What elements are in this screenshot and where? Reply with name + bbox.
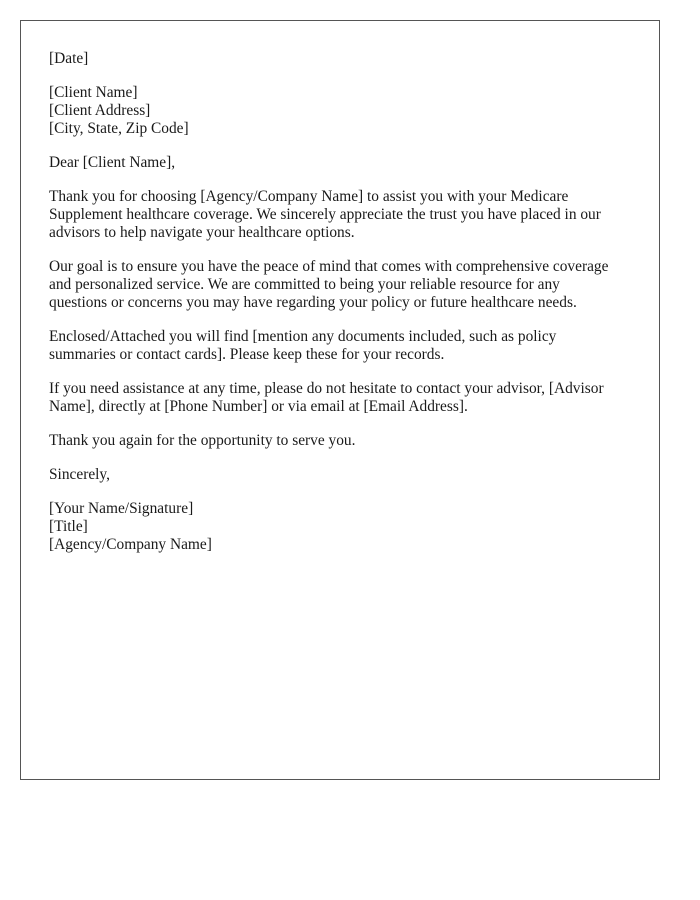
signature-block xyxy=(49,500,639,554)
paragraph-line: Thank you again for the opportunity to serve you. xyxy=(49,432,356,449)
letter-date xyxy=(49,50,639,68)
paragraph-line: Name], directly at [Phone Number] or via email at [Email Address]. xyxy=(49,398,468,415)
paragraph-thank-you xyxy=(49,188,639,242)
paragraph-line: Supplement healthcare coverage. We sincerely appreciate the trust you have placed in our xyxy=(49,206,601,223)
paragraph-line: If you need assistance at any time, please do not hesitate to contact your advisor, [Advisor xyxy=(49,380,604,397)
salutation-line: Dear [Client Name], xyxy=(49,154,176,171)
client-city-state-zip-line: [City, State, Zip Code] xyxy=(49,120,189,137)
paragraph-contact xyxy=(49,380,639,416)
signature-company-line: [Agency/Company Name] xyxy=(49,536,212,553)
letter-page xyxy=(20,20,660,780)
closing xyxy=(49,466,639,484)
paragraph-line: Enclosed/Attached you will find [mention any documents included, such as policy xyxy=(49,328,557,345)
client-address-block xyxy=(49,84,639,138)
client-name-line: [Client Name] xyxy=(49,84,138,101)
salutation xyxy=(49,154,639,172)
paragraph-line: Thank you for choosing [Agency/Company Name] to assist you with your Medicare xyxy=(49,188,569,205)
paragraph-line: summaries or contact cards]. Please keep these for your records. xyxy=(49,346,445,363)
paragraph-thanks-again xyxy=(49,432,639,450)
paragraph-line: questions or concerns you may have regarding your policy or future healthcare needs. xyxy=(49,294,577,311)
paragraph-goal xyxy=(49,258,639,312)
date-line: [Date] xyxy=(49,50,89,67)
letter-body xyxy=(49,50,639,570)
paragraph-line: and personalized service. We are committed to being your reliable resource for any xyxy=(49,276,560,293)
client-address-line: [Client Address] xyxy=(49,102,151,119)
paragraph-line: Our goal is to ensure you have the peace of mind that comes with comprehensive coverage xyxy=(49,258,609,275)
signature-name-line: [Your Name/Signature] xyxy=(49,500,194,517)
closing-line: Sincerely, xyxy=(49,466,110,483)
paragraph-enclosures xyxy=(49,328,639,364)
paragraph-line: advisors to help navigate your healthcare options. xyxy=(49,224,355,241)
signature-title-line: [Title] xyxy=(49,518,88,535)
